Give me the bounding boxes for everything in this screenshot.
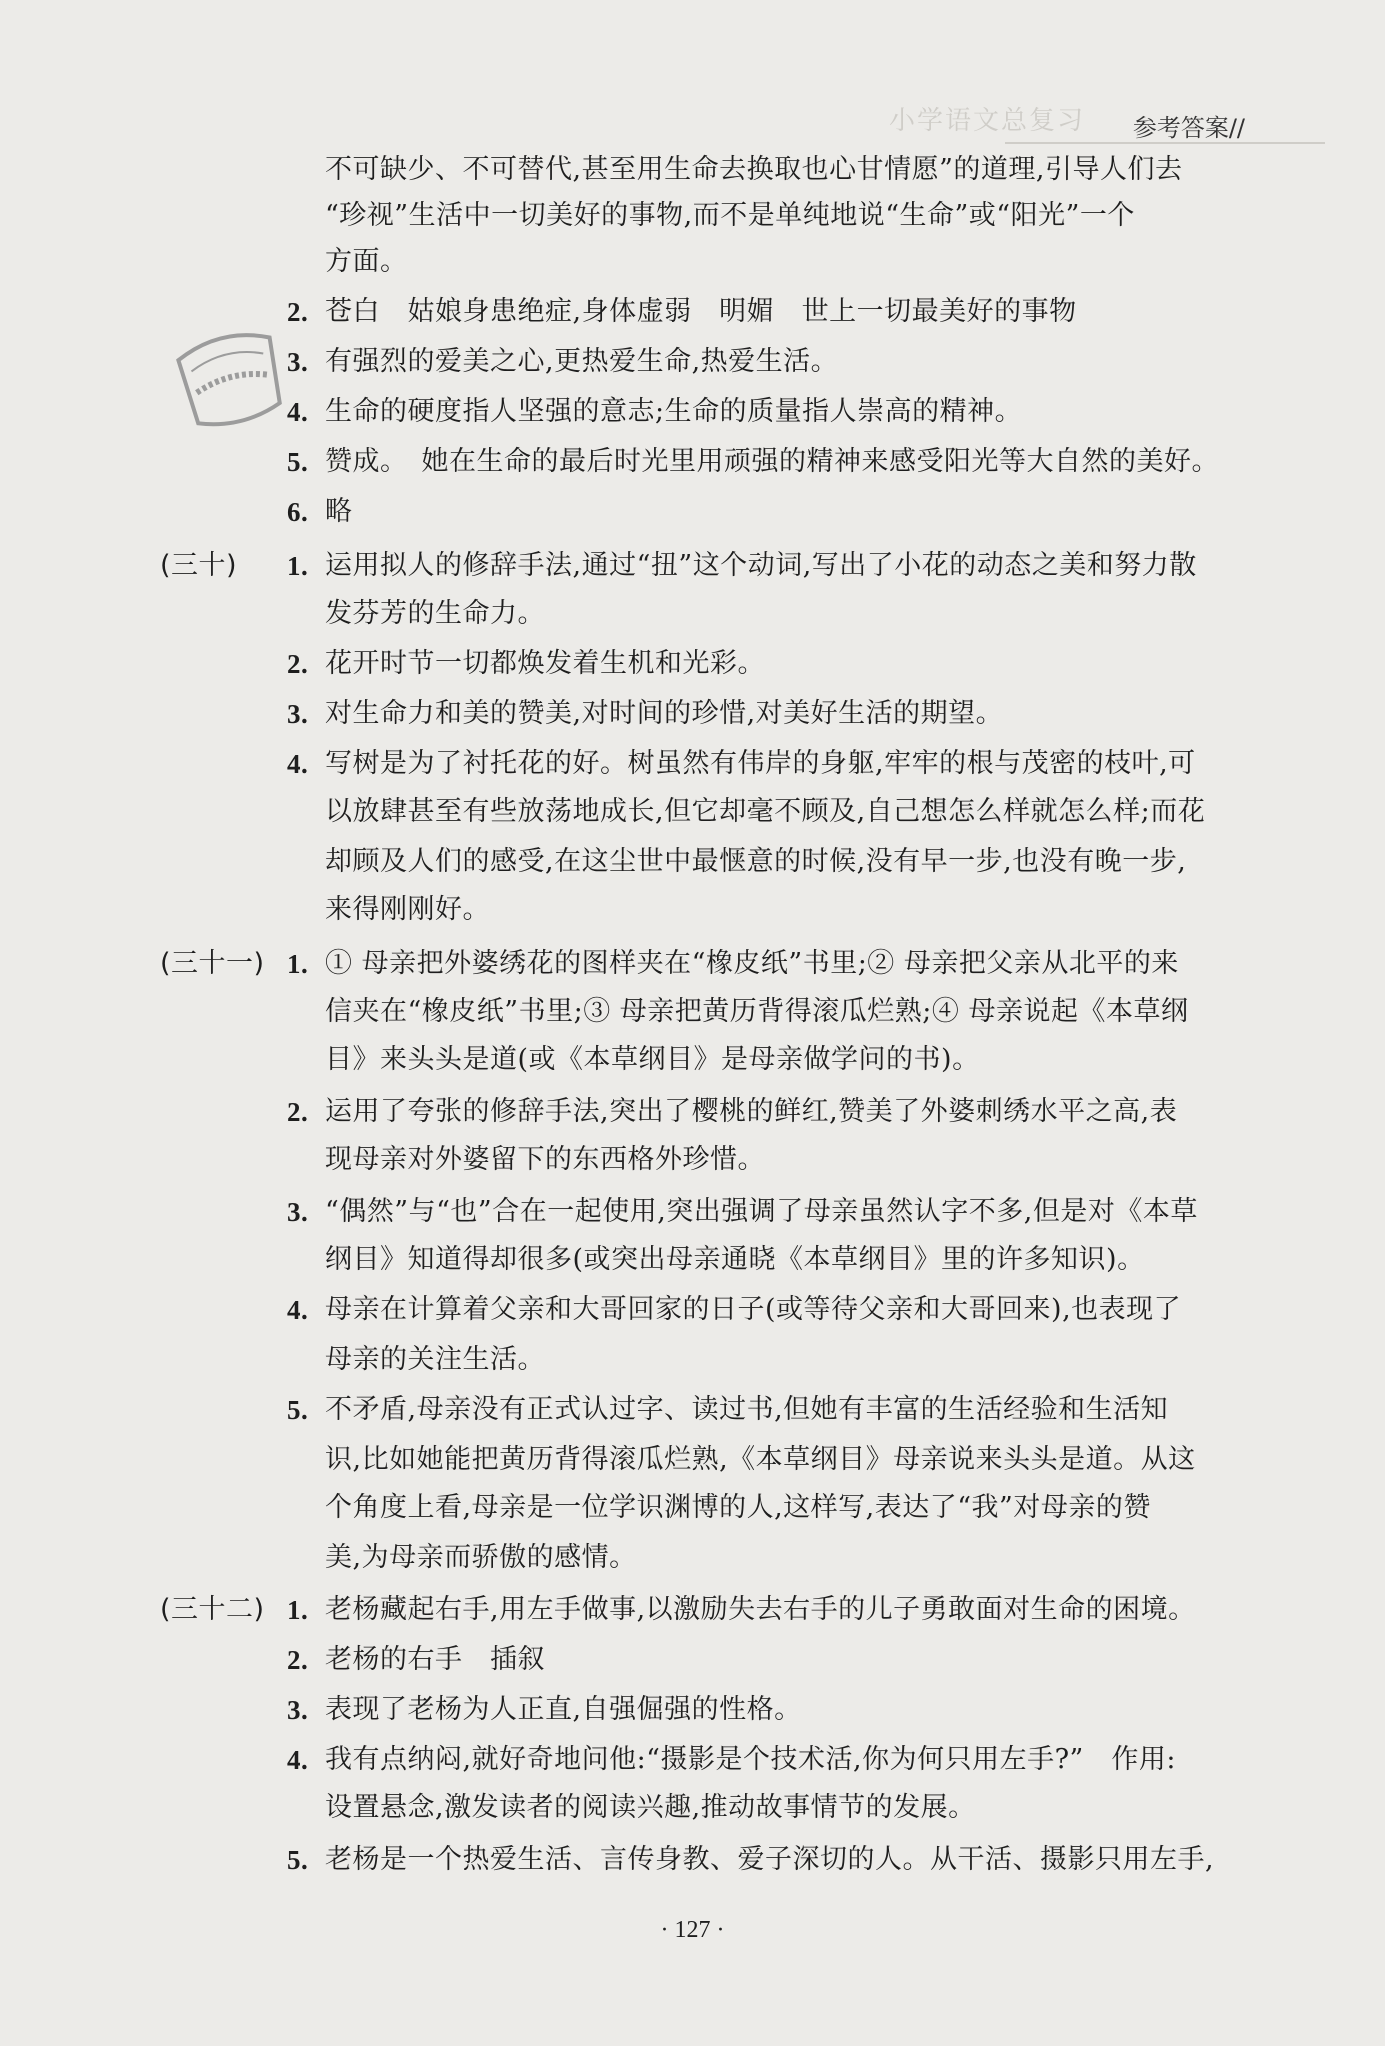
answer-line: 设置悬念,激发读者的阅读兴趣,推动故事情节的发展。 xyxy=(325,1792,976,1823)
page-header: 参考答案// xyxy=(1132,114,1245,142)
item-number: 5. xyxy=(287,1845,309,1875)
answer-line: 个角度上看,母亲是一位学识渊博的人,这样写,表达了“我”对母亲的赞 xyxy=(325,1492,1151,1523)
answer-line: 老杨的右手 插叙 xyxy=(325,1644,545,1675)
answer-line: 苍白 姑娘身患绝症,身体虚弱 明媚 世上一切最美好的事物 xyxy=(325,296,1077,327)
item-number: 6. xyxy=(287,497,309,527)
item-number: 2. xyxy=(287,297,309,327)
item-number: 4. xyxy=(287,749,309,779)
answer-line: ① 母亲把外婆绣花的图样夹在“橡皮纸”书里;② 母亲把父亲从北平的来 xyxy=(325,948,1179,979)
answer-line: 不可缺少、不可替代,甚至用生命去换取也心甘情愿”的道理,引导人们去 xyxy=(325,154,1183,185)
answer-line: 老杨是一个热爱生活、言传身教、爱子深切的人。从干活、摄影只用左手, xyxy=(325,1844,1215,1875)
answer-line: 现母亲对外婆留下的东西格外珍惜。 xyxy=(325,1144,765,1175)
answer-line: 却顾及人们的感受,在这尘世中最惬意的时候,没有早一步,也没有晚一步, xyxy=(325,846,1187,877)
item-number: 3. xyxy=(287,347,309,377)
answer-line: 表现了老杨为人正直,自强倔强的性格。 xyxy=(325,1694,802,1725)
question-group-label: (三十二) xyxy=(160,1594,265,1625)
answer-line: 赞成。 她在生命的最后时光里用顽强的精神来感受阳光等大自然的美好。 xyxy=(325,446,1219,477)
page-number: · 127 · xyxy=(660,1917,725,1943)
answer-line: 运用了夸张的修辞手法,突出了樱桃的鲜红,赞美了外婆刺绣水平之高,表 xyxy=(325,1096,1178,1127)
answer-line: 来得刚刚好。 xyxy=(325,894,490,925)
header-faint-title: 小学语文总复习 xyxy=(888,106,1085,136)
item-number: 1. xyxy=(287,551,309,581)
item-number: 5. xyxy=(287,447,309,477)
answer-line: “珍视”生活中一切美好的事物,而不是单纯地说“生命”或“阳光”一个 xyxy=(325,200,1135,231)
item-number: 3. xyxy=(287,1197,309,1227)
answer-line: 目》来头头是道(或《本草纲目》是母亲做学问的书)。 xyxy=(325,1044,980,1075)
answer-line: 有强烈的爱美之心,更热爱生命,热爱生活。 xyxy=(325,346,839,377)
answer-line: 纲目》知道得却很多(或突出母亲通晓《本草纲目》里的许多知识)。 xyxy=(325,1244,1145,1275)
answer-line: 对生命力和美的赞美,对时间的珍惜,对美好生活的期望。 xyxy=(325,698,1004,729)
item-number: 2. xyxy=(287,1645,309,1675)
question-group-label: (三十一) xyxy=(160,948,265,979)
item-number: 3. xyxy=(287,1695,309,1725)
stamp-icon xyxy=(159,305,302,448)
item-number: 4. xyxy=(287,397,309,427)
answer-line: 运用拟人的修辞手法,通过“扭”这个动词,写出了小花的动态之美和努力散 xyxy=(325,550,1197,581)
item-number: 4. xyxy=(287,1295,309,1325)
item-number: 3. xyxy=(287,699,309,729)
question-group-label: (三十) xyxy=(160,550,238,581)
answer-line: 不矛盾,母亲没有正式认过字、读过书,但她有丰富的生活经验和生活知 xyxy=(325,1394,1169,1425)
item-number: 2. xyxy=(287,1097,309,1127)
item-number: 4. xyxy=(287,1745,309,1775)
answer-line: 老杨藏起右手,用左手做事,以激励失去右手的儿子勇敢面对生命的困境。 xyxy=(325,1594,1196,1625)
answer-line: 生命的硬度指人坚强的意志;生命的质量指人崇高的精神。 xyxy=(325,396,1023,427)
answer-line: 以放肆甚至有些放荡地成长,但它却毫不顾及,自己想怎么样就怎么样;而花 xyxy=(325,796,1206,827)
answer-line: 母亲的关注生活。 xyxy=(325,1344,545,1375)
answer-line: 写树是为了衬托花的好。树虽然有伟岸的身躯,牢牢的根与茂密的枝叶,可 xyxy=(325,748,1196,779)
item-number: 2. xyxy=(287,649,309,679)
answer-line: 花开时节一切都焕发着生机和光彩。 xyxy=(325,648,765,679)
answer-line: 方面。 xyxy=(325,246,408,277)
answer-line: 信夹在“橡皮纸”书里;③ 母亲把黄历背得滚瓜烂熟;④ 母亲说起《本草纲 xyxy=(325,996,1189,1027)
item-number: 1. xyxy=(287,1595,309,1625)
answer-line: 我有点纳闷,就好奇地问他:“摄影是个技术活,你为何只用左手?” 作用: xyxy=(325,1744,1176,1775)
answer-line: “偶然”与“也”合在一起使用,突出强调了母亲虽然认字不多,但是对《本草 xyxy=(325,1196,1198,1227)
answer-line: 母亲在计算着父亲和大哥回家的日子(或等待父亲和大哥回来),也表现了 xyxy=(325,1294,1182,1325)
answer-line: 识,比如她能把黄历背得滚瓜烂熟,《本草纲目》母亲说来头头是道。从这 xyxy=(325,1444,1196,1475)
answer-line: 美,为母亲而骄傲的感情。 xyxy=(325,1542,637,1573)
item-number: 5. xyxy=(287,1395,309,1425)
item-number: 1. xyxy=(287,949,309,979)
answer-line: 发芬芳的生命力。 xyxy=(325,598,545,629)
answer-line: 略 xyxy=(325,496,353,527)
